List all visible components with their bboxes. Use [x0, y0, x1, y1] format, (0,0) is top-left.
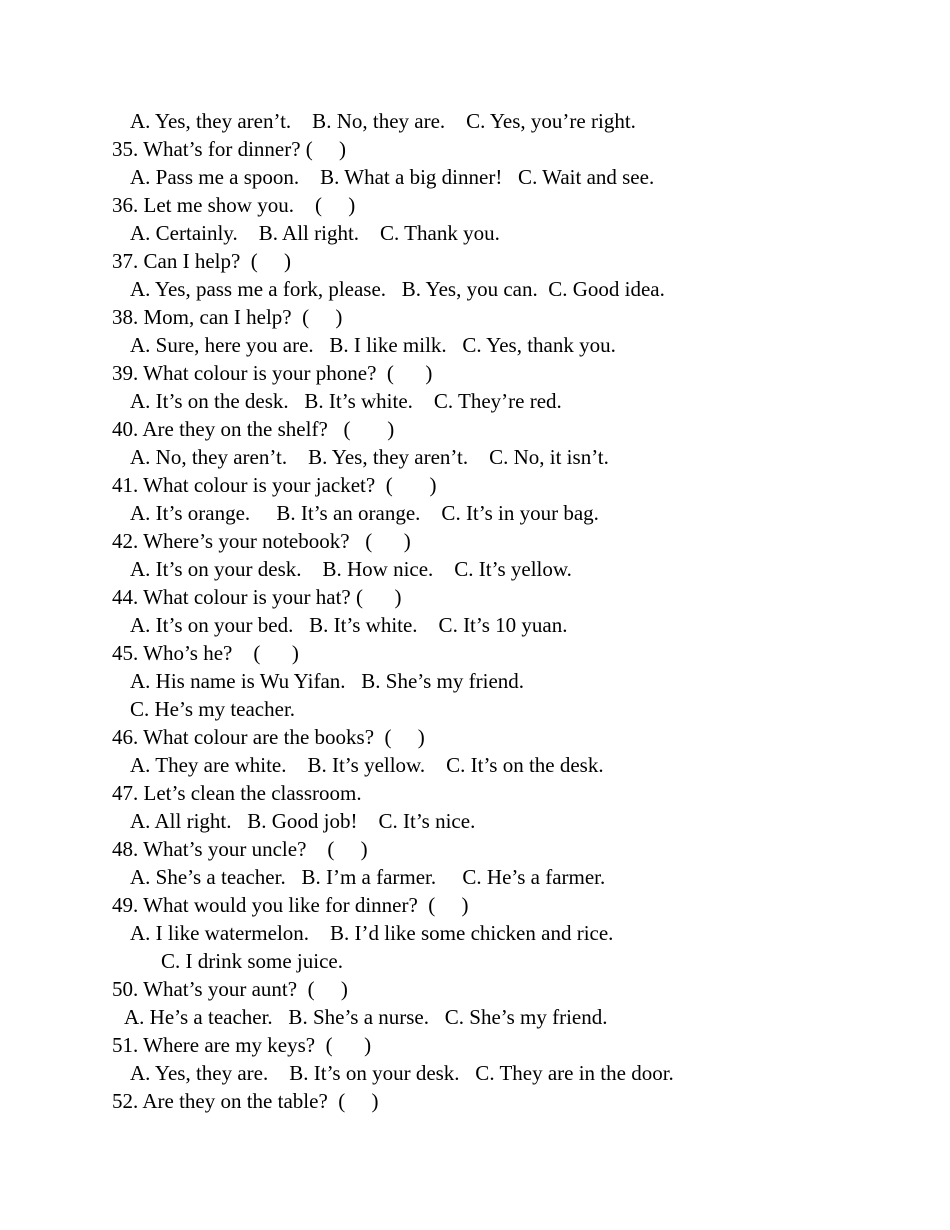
answer-options-line: A. I like watermelon. B. I’d like some chicken and rice. [130, 921, 614, 945]
answer-options-line: A. Certainly. B. All right. C. Thank you. [130, 221, 500, 245]
answer-options-line: A. Yes, pass me a fork, please. B. Yes, you can. C. Good idea. [130, 277, 665, 301]
question-line: 45. Who’s he? ( ) [112, 641, 299, 665]
question-line: 37. Can I help? ( ) [112, 249, 292, 273]
answer-options-line: A. It’s orange. B. It’s an orange. C. It’s in your bag. [130, 501, 599, 525]
answer-options-line: A. Yes, they are. B. It’s on your desk. C. They are in the door. [130, 1061, 674, 1085]
question-line: 36. Let me show you. ( ) [112, 193, 356, 217]
question-line: 44. What colour is your hat? ( ) [112, 585, 402, 609]
answer-options-line: A. It’s on your desk. B. How nice. C. It’s yellow. [130, 557, 572, 581]
answer-options-line: A. She’s a teacher. B. I’m a farmer. C. He’s a farmer. [130, 865, 606, 889]
answer-options-line: A. His name is Wu Yifan. B. She’s my friend. [130, 669, 525, 693]
question-line: 35. What’s for dinner? ( ) [112, 137, 347, 161]
answer-options-line: A. Sure, here you are. B. I like milk. C. Yes, thank you. [130, 333, 616, 357]
answer-options-line: A. It’s on the desk. B. It’s white. C. They’re red. [130, 389, 562, 413]
question-line: 50. What’s your aunt? ( ) [112, 977, 348, 1001]
answer-options-line: A. Yes, they aren’t. B. No, they are. C. Yes, you’re right. [130, 109, 636, 133]
answer-options-line: A. No, they aren’t. B. Yes, they aren’t. C. No, it isn’t. [130, 445, 609, 469]
question-line: 40. Are they on the shelf? ( ) [112, 417, 395, 441]
question-line: 51. Where are my keys? ( ) [112, 1033, 372, 1057]
question-list [112, 107, 932, 1115]
question-line: 41. What colour is your jacket? ( ) [112, 473, 437, 497]
question-line: 52. Are they on the table? ( ) [112, 1089, 379, 1113]
answer-options-line: C. He’s my teacher. [130, 697, 296, 721]
question-line: 38. Mom, can I help? ( ) [112, 305, 343, 329]
question-line: 42. Where’s your notebook? ( ) [112, 529, 411, 553]
question-line: 39. What colour is your phone? ( ) [112, 361, 433, 385]
question-line: 48. What’s your uncle? ( ) [112, 837, 368, 861]
answer-options-line: A. All right. B. Good job! C. It’s nice. [130, 809, 476, 833]
question-line: 47. Let’s clean the classroom. [112, 781, 362, 805]
answer-options-line: A. It’s on your bed. B. It’s white. C. It’s 10 yuan. [130, 613, 568, 637]
answer-options-line: A. They are white. B. It’s yellow. C. It’s on the desk. [130, 753, 604, 777]
question-line: 49. What would you like for dinner? ( ) [112, 893, 469, 917]
answer-options-line: A. Pass me a spoon. B. What a big dinner! C. Wait and see. [130, 165, 655, 189]
answer-options-line: A. He’s a teacher. B. She’s a nurse. C. She’s my friend. [124, 1005, 608, 1029]
answer-options-line: C. I drink some juice. [161, 949, 343, 973]
question-line: 46. What colour are the books? ( ) [112, 725, 425, 749]
